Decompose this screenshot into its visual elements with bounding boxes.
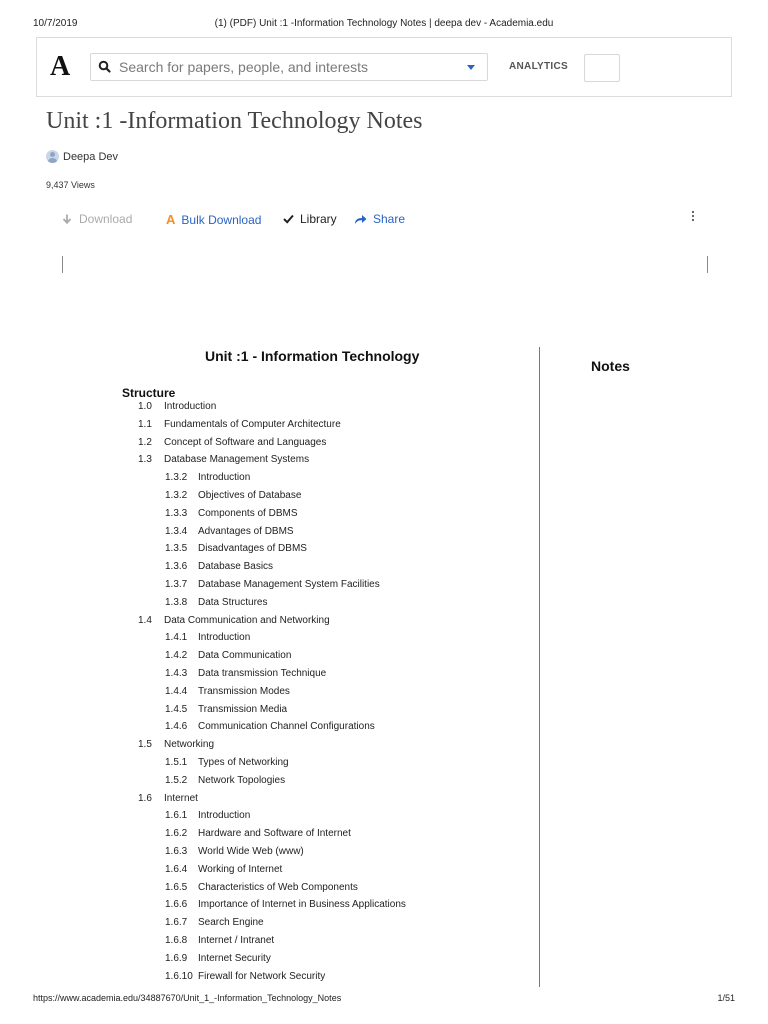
download-icon <box>62 214 72 225</box>
toc-item-text: Network Topologies <box>198 774 286 786</box>
toc-item-number: 1.6.4 <box>165 863 188 875</box>
toc-item-text: Data Communication and Networking <box>164 614 330 626</box>
print-date: 10/7/2019 <box>33 18 78 29</box>
toc-item <box>165 560 273 574</box>
toc-item-number: 1.4.3 <box>165 668 188 679</box>
toc-item-number: 1.6.7 <box>165 917 188 929</box>
view-count: 9,437 Views <box>46 180 95 190</box>
toc-item-text: Firewall for Network Security <box>198 970 326 982</box>
toc-item-number: 1.3 <box>138 454 152 466</box>
toc-item-number: 1.1 <box>138 418 152 430</box>
toc-item-text: Database Basics <box>198 561 274 573</box>
toc-item-text: Objectives of Database <box>198 490 302 501</box>
toc-item-text: Fundamentals of Computer Architecture <box>164 418 341 430</box>
toc-item-number: 1.6.6 <box>165 899 188 911</box>
document-title: Unit :1 -Information Technology Notes <box>46 108 423 134</box>
toc-item-text: Database Management Systems <box>164 454 310 466</box>
toc-item-text: Characteristics of Web Components <box>198 881 358 893</box>
print-page-title: (1) (PDF) Unit :1 -Information Technology Notes | deepa dev - Academia.edu <box>214 18 554 29</box>
viewer-right-edge <box>707 256 708 273</box>
toc-item <box>165 489 301 503</box>
toc-item <box>165 578 380 592</box>
toc-item <box>165 934 274 948</box>
structure-label: Structure <box>122 386 176 400</box>
author-name[interactable]: Deepa Dev <box>63 150 119 163</box>
toc-item-text: World Wide Web (www) <box>198 846 304 857</box>
toc-item-text: Search Engine <box>198 917 264 929</box>
toc-item <box>165 881 358 895</box>
toc-item <box>138 436 326 450</box>
toc-item-text: Components of DBMS <box>198 507 298 519</box>
share-button[interactable] <box>354 212 405 226</box>
toc-item <box>165 631 250 645</box>
toc-item <box>138 738 214 752</box>
print-url: https://www.academia.edu/34887670/Unit_1_-Information_Technology_Notes <box>33 993 342 1003</box>
toc-item-number: 1.5.2 <box>165 774 188 786</box>
share-label: Share <box>373 212 406 226</box>
top-navbar <box>36 37 732 97</box>
toc-item-text: Data Communication <box>198 650 292 662</box>
toc-item-text: Data Structures <box>198 596 268 608</box>
toc-item-number: 1.3.7 <box>165 579 188 590</box>
toc-item-text: Introduction <box>198 632 251 644</box>
more-vertical-icon[interactable] <box>690 211 696 223</box>
toc-item <box>165 471 250 485</box>
toc-item <box>165 898 406 912</box>
toc-item-number: 1.4 <box>138 614 152 626</box>
toc-item <box>165 596 267 610</box>
toc-item-number: 1.4.2 <box>165 650 188 662</box>
toc-item-text: Disadvantages of DBMS <box>198 543 307 555</box>
toc-item-text: Hardware and Software of Internet <box>198 828 351 840</box>
toc-item <box>165 685 290 699</box>
toc-item <box>165 827 351 841</box>
toc-item <box>165 703 287 717</box>
author[interactable] <box>46 150 118 163</box>
toc-item-number: 1.3.6 <box>165 561 188 573</box>
caret-down-icon[interactable] <box>467 65 475 70</box>
share-icon <box>354 214 367 225</box>
toc-item <box>165 863 282 877</box>
toc-item-text: Data transmission Technique <box>198 668 327 679</box>
toc-item-number: 1.3.4 <box>165 525 188 537</box>
toc-item <box>165 720 375 734</box>
toc-item-text: Working of Internet <box>198 863 283 875</box>
toc-item-number: 1.4.6 <box>165 721 188 733</box>
toc-item <box>165 667 326 681</box>
library-label: Library <box>300 212 337 226</box>
search-bar[interactable] <box>90 53 488 81</box>
toc-item-text: Transmission Modes <box>198 685 290 697</box>
print-page-number: 1/51 <box>717 993 735 1003</box>
bulk-download-button[interactable] <box>166 212 261 227</box>
toc-item-number: 1.4.1 <box>165 632 188 644</box>
user-menu-button[interactable] <box>584 54 620 82</box>
toc-item-number: 1.4.4 <box>165 685 188 697</box>
toc-item-text: Database Management System Facilities <box>198 579 380 590</box>
toc-item <box>165 542 307 556</box>
toc-item <box>138 418 341 432</box>
toc-item-text: Introduction <box>198 810 251 822</box>
checkmark-icon <box>283 214 294 224</box>
toc-item <box>165 756 289 770</box>
toc-item-number: 1.3.3 <box>165 507 188 519</box>
toc-item <box>165 952 271 966</box>
toc-item-number: 1.3.2 <box>165 490 188 501</box>
toc-item-text: Internet / Intranet <box>198 935 275 946</box>
search-icon <box>97 59 113 75</box>
download-label: Download <box>79 212 133 226</box>
toc-item <box>138 614 330 628</box>
toc-item-number: 1.3.5 <box>165 543 188 555</box>
toc-item-text: Networking <box>164 739 215 751</box>
toc-item-number: 1.6.2 <box>165 828 188 840</box>
toc-item <box>165 525 294 539</box>
toc-item-number: 1.4.5 <box>165 703 188 715</box>
toc-item-text: Introduction <box>164 401 217 412</box>
page-heading: Unit :1 - Information Technology <box>205 348 420 364</box>
toc-item-number: 1.3.2 <box>165 472 188 484</box>
notes-label: Notes <box>591 358 630 374</box>
toc-item-text: Types of Networking <box>198 757 289 768</box>
toc-item <box>138 453 309 467</box>
academia-logo[interactable]: A <box>50 51 71 82</box>
toc-item <box>165 845 304 859</box>
toc-item-text: Internet Security <box>198 952 271 964</box>
toc-item-number: 1.0 <box>138 401 152 412</box>
toc-item-number: 1.6 <box>138 792 152 804</box>
toc-item-number: 1.3.8 <box>165 596 188 608</box>
toc-item-number: 1.6.8 <box>165 935 188 946</box>
toc-item-number: 1.6.9 <box>165 952 188 964</box>
academia-a-icon: A <box>166 212 176 227</box>
toc-item <box>165 507 298 521</box>
toc-item-number: 1.6.1 <box>165 810 188 822</box>
toc-item-text: Concept of Software and Languages <box>164 436 327 448</box>
toc-item-text: Internet <box>164 792 198 804</box>
toc-item <box>165 809 250 823</box>
bulk-download-label: Bulk Download <box>181 212 262 227</box>
avatar-icon <box>46 150 59 163</box>
toc-item <box>165 916 264 930</box>
toc-item-number: 1.6.10 <box>165 970 193 982</box>
library-button[interactable] <box>283 212 337 226</box>
toc-item-text: Communication Channel Configurations <box>198 721 375 733</box>
toc-item <box>165 649 291 663</box>
toc-item-number: 1.6.5 <box>165 881 188 893</box>
toc-item-number: 1.2 <box>138 436 152 448</box>
column-divider <box>539 347 540 987</box>
download-button[interactable] <box>62 212 132 226</box>
toc-item-text: Advantages of DBMS <box>198 525 294 537</box>
toc-item <box>138 792 198 806</box>
toc-item-text: Introduction <box>198 472 251 484</box>
search-input[interactable] <box>119 54 449 80</box>
toc-item <box>165 970 325 984</box>
toc-item-number: 1.5 <box>138 739 152 751</box>
toc-item <box>138 400 216 414</box>
toc-item-number: 1.6.3 <box>165 846 188 857</box>
toc-item-number: 1.5.1 <box>165 757 188 768</box>
toc-item <box>165 774 285 788</box>
analytics-link[interactable]: ANALYTICS <box>509 61 569 72</box>
toc-item-text: Importance of Internet in Business Applications <box>198 899 406 911</box>
toc-item-text: Transmission Media <box>198 703 288 715</box>
viewer-left-edge <box>62 256 63 273</box>
